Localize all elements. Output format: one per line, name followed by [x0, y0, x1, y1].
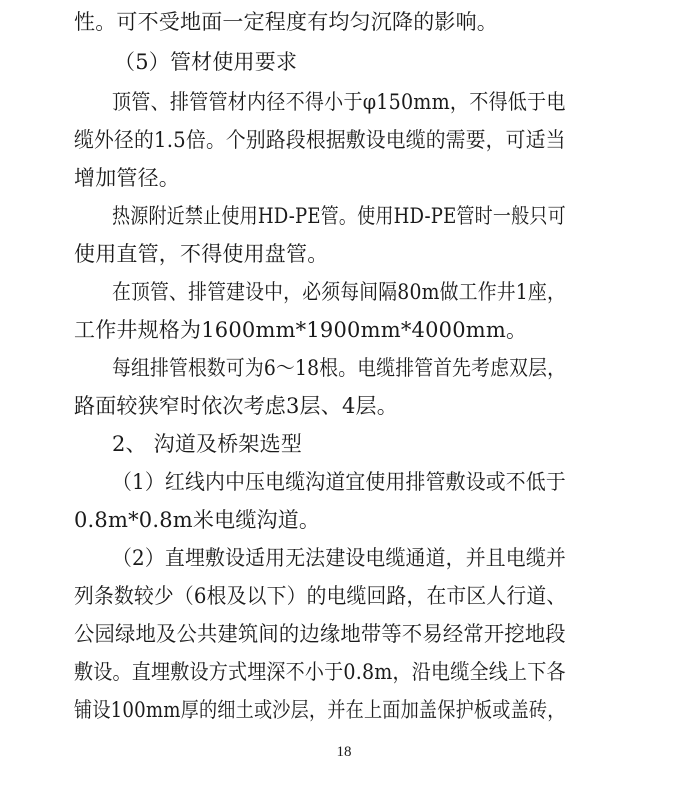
text-line-7: 使用直管，不得使用盘管。: [74, 242, 329, 266]
text-line-9: 工作井规格为1600mm*1900mm*4000mm。: [74, 318, 528, 342]
text-line-14: 0.8m*0.8m米电缆沟道。: [74, 508, 321, 532]
text-line-11: 路面较狭窄时依次考虑3层、4层。: [74, 394, 398, 418]
text-line-17: 公园绿地及公共建筑间的边缘地带等不易经常开挖地段: [74, 622, 566, 646]
text-line-3: 顶管、排管管材内径不得小于φ150mm，不得低于电: [112, 90, 566, 114]
text-line-10: 每组排管根数可为6～18根。电缆排管首先考虑双层，: [112, 356, 567, 380]
text-line-5: 增加管径。: [74, 166, 180, 190]
page-number: 18: [336, 744, 352, 760]
text-line-19: 铺设100mm厚的细土或沙层，并在上面加盖保护板或盖砖，: [74, 698, 566, 722]
text-line-4: 缆外径的1.5倍。个别路段根据敷设电缆的需要，可适当: [74, 128, 566, 152]
text-line-16: 列条数较少（6根及以下）的电缆回路，在市区人行道、: [74, 584, 567, 608]
text-line-6: 热源附近禁止使用HD-PE管。使用HD-PE管时一般只可: [112, 204, 566, 228]
text-line-1: 性。可不受地面一定程度有均匀沉降的影响。: [74, 10, 498, 34]
section-heading-pipe-requirements: （5）管材使用要求: [114, 50, 298, 74]
text-line-15: （2）直埋敷设适用无法建设电缆通道，并且电缆并: [112, 546, 566, 570]
section-heading-trench-bridge: 2、 沟道及桥架选型: [112, 432, 303, 456]
text-line-18: 敷设。直埋敷设方式埋深不小于0.8m，沿电缆全线上下各: [74, 660, 566, 684]
text-line-13: （1）红线内中压电缆沟道宜使用排管敷设或不低于: [112, 470, 566, 494]
text-line-8: 在顶管、排管建设中，必须每间隔80m做工作井1座，: [112, 280, 566, 304]
